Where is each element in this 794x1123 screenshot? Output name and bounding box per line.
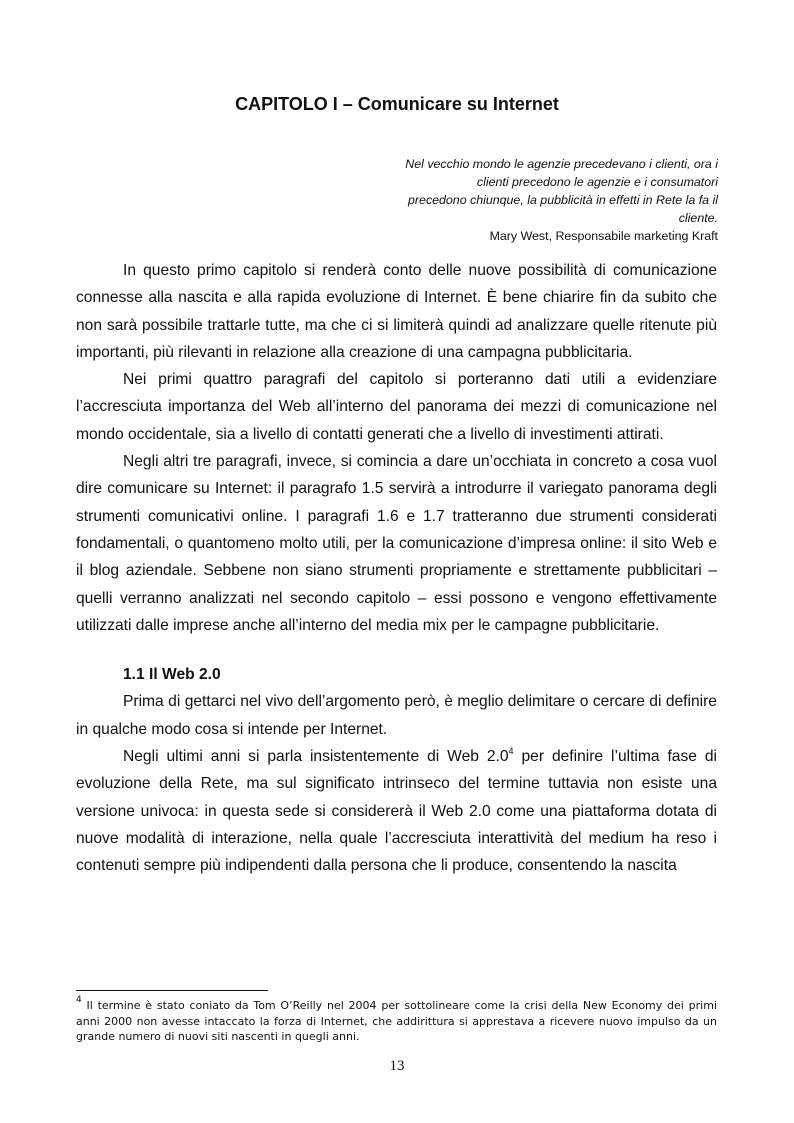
epigraph-attribution: Mary West, Responsabile marketing Kraft	[489, 229, 718, 243]
intro-paragraph: Negli altri tre paragrafi, invece, si comincia a dare un’occhiata in concreto a cosa vuol dire comunicare su Internet: il paragrafo 1.5 servirà a introdurre il variegato panorama degli strumenti comunicativi online. I paragrafi 1.6 e 1.7 tratteranno due strumenti considerati fondamentali, o quantomeno molto utili, per la comunicazione d’impresa online: il sito Web e il blog aziendale. Sebbene non siano strumenti propriamente e strettamente pubblicitari – quelli verranno analizzati nel secondo capitolo – essi possono e vengono effettivamente utilizzati dalle imprese anche all’interno del media mix per le campagne pubblicitarie.	[76, 453, 717, 634]
footnote-reference: 4	[508, 746, 514, 757]
epigraph-quote-line: Nel vecchio mondo le agenzie precedevano i clienti, ora i	[405, 157, 718, 171]
page-number: 13	[389, 1058, 405, 1074]
intro-paragraph: In questo primo capitolo si renderà conto delle nuove possibilità di comunicazione connesse alla nascita e alla rapida evoluzione di Internet. È bene chiarire fin da subito che non sarà possibile trattarle tutte, ma che ci si limiterà quindi ad analizzare quelle ritenute più importanti, più rilevanti in relazione alla creazione di una campagna pubblicitaria.	[76, 262, 717, 361]
epigraph-quote-line: precedono chiunque, la pubblicità in effetti in Rete la fa il	[408, 193, 718, 207]
paragraph-text: per definire l’ultima fase di evoluzione della Rete, ma sul significato intrinseco del termine tuttavia non esiste una versione univoca: in questa sede si considererà il Web 2.0 come una piattaforma dotata di nuove modalità di interazione, nella quale l’accresciuta interattività del medium ha reso i contenuti sempre più indipendenti dalla persona che li produce, consentendo la nascita	[76, 748, 717, 875]
intro-paragraph: Nei primi quattro paragrafi del capitolo si porteranno dati utili a evidenziare l’accresciuta importanza del Web all’interno del panorama dei mezzi di comunicazione nel mondo occidentale, sia a livello di contatti generati che a livello di investimenti attirati.	[76, 371, 717, 443]
epigraph	[358, 155, 718, 245]
chapter-title: CAPITOLO I – Comunicare su Internet	[235, 94, 559, 114]
section-heading: 1.1 Il Web 2.0	[123, 666, 221, 684]
body-text	[76, 257, 717, 880]
footnote	[76, 995, 717, 1045]
footnote-divider	[76, 990, 268, 991]
epigraph-quote-line: clienti precedono le agenzie e i consumatori	[476, 175, 718, 189]
footnote-text: Il termine è stato coniato da Tom O’Reilly nel 2004 per sottolineare come la crisi della New Economy dei primi anni 2000 non avesse intaccato la forza di Internet, che addirittura si apprestava a ricevere nuovo impulso da un grande numero di nuovi siti nascenti in quegli anni.	[76, 999, 717, 1043]
section-paragraph	[76, 743, 717, 879]
footnote-number: 4	[76, 995, 82, 1005]
section-paragraph: Prima di gettarci nel vivo dell’argomento però, è meglio delimitare o cercare di definire in qualche modo cosa si intende per Internet.	[76, 693, 717, 738]
epigraph-quote-line: cliente.	[678, 211, 718, 225]
paragraph-text: Negli ultimi anni si parla insistentemente di Web 2.0	[123, 748, 509, 766]
